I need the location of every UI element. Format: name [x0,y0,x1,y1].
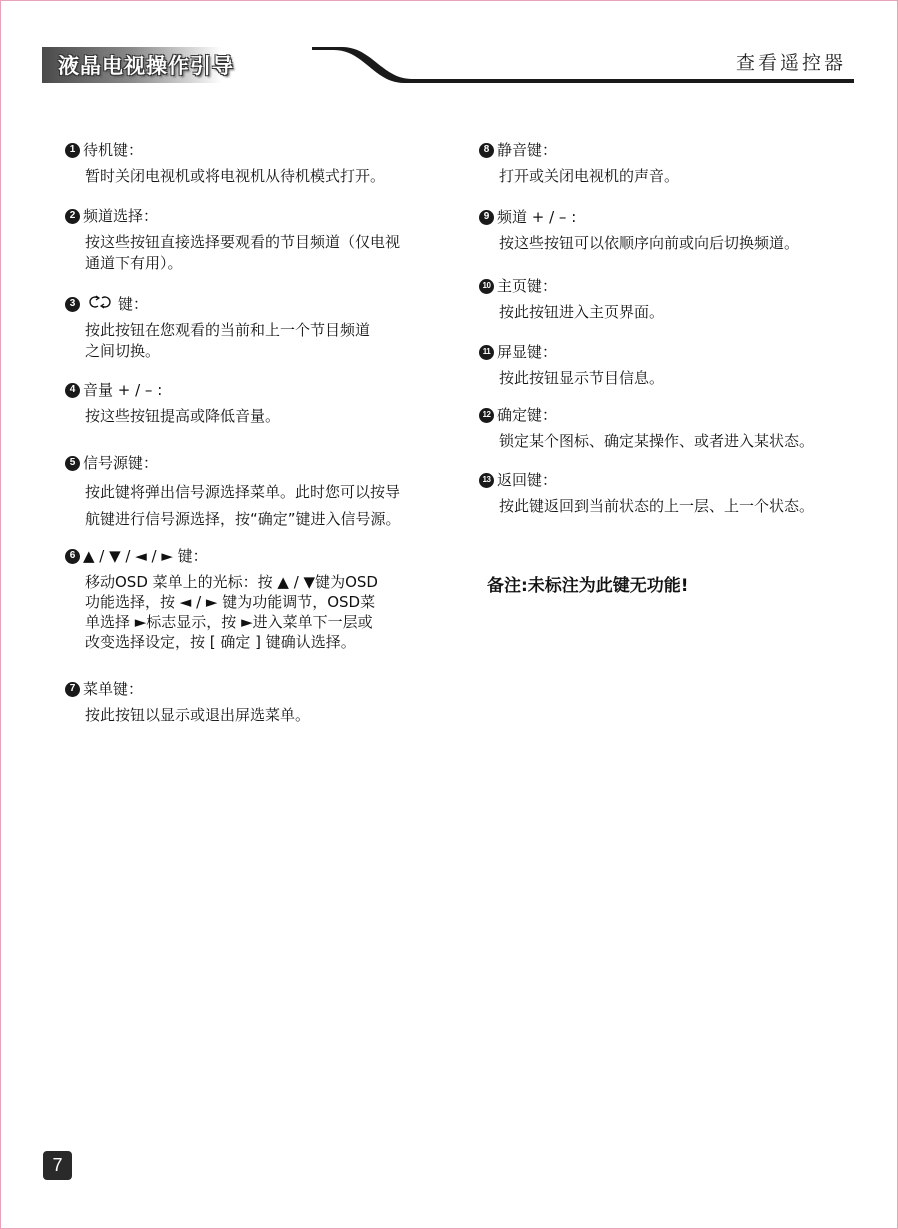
item-desc: 按这些按钮提高或降低音量。 [85,407,281,425]
item-title: 音量 + / – : [83,381,163,399]
number-badge: 13 [479,473,494,488]
item-desc: 按此按钮在您观看的当前和上一个节目频道 之间切换。 [85,321,371,360]
number-badge: 8 [479,143,494,158]
list-item-source [65,453,401,533]
number-badge: 12 [479,408,494,423]
list-item-ok [479,405,814,452]
item-title: 频道 + / – : [497,208,577,226]
number-badge: 10 [479,279,494,294]
item-title: 键： [118,295,149,313]
item-desc: 打开或关闭电视机的声音。 [499,167,680,185]
item-title: 信号源键： [83,454,159,472]
item-desc: 按此键将弹出信号源选择菜单。此时您可以按导 航键进行信号源选择，按“确定”键进入信号源。 [85,483,401,528]
cycle-arrows-icon [87,294,113,314]
section-title: 查看遥控器 [735,52,846,74]
number-badge: 6 [65,549,80,564]
item-title: 屏显键： [497,343,558,361]
item-desc: 按这些按钮可以依顺序向前或向后切换频道。 [499,234,800,252]
item-desc: 移动OSD 菜单上的光标：按 ▲ / ▼键为OSD 功能选择，按 ◄ / ► 键为功能调节，OSD菜 单选择 ►标志显示，按 ►进入菜单下一层或 改变选择设定，按 [ 确定 ] 键确认选择。 [85,573,378,651]
item-title: 确定键： [497,406,558,424]
page-number: 7 [43,1151,72,1180]
number-badge: 5 [65,456,80,471]
number-badge: 9 [479,210,494,225]
item-title: 返回键： [497,471,558,489]
list-item-navigation [65,546,378,652]
list-item-channel-select [65,206,400,274]
item-title: 待机键： [83,141,144,159]
item-title: 频道选择： [83,207,159,225]
list-item-recall [65,294,370,362]
item-title: ▲ / ▼ / ◄ / ► 键： [83,547,208,565]
list-item-channel-updown [479,207,799,254]
list-item-display [479,342,664,389]
list-item-menu [65,679,310,726]
number-badge: 7 [65,682,80,697]
item-desc: 按此按钮以显示或退出屏选菜单。 [85,706,311,724]
item-desc: 按此按钮显示节目信息。 [499,369,665,387]
number-badge: 11 [479,345,494,360]
item-desc: 按这些按钮直接选择要观看的节目频道（仅电视 通道下有用）。 [85,233,401,272]
page-title: 液晶电视操作引导 [58,53,234,78]
note-text: 备注:未标注为此键无功能! [487,576,689,596]
number-badge: 4 [65,383,80,398]
item-title: 菜单键： [83,680,144,698]
item-desc: 按此键返回到当前状态的上一层、上一个状态。 [499,497,815,515]
number-badge: 1 [65,143,80,158]
item-title: 主页键： [497,277,558,295]
number-badge: 2 [65,209,80,224]
item-title: 静音键： [497,141,558,159]
item-desc: 锁定某个图标、确定某操作、或者进入某状态。 [499,432,815,450]
number-badge: 3 [65,297,80,312]
list-item-mute [479,140,679,187]
item-desc: 按此按钮进入主页界面。 [499,303,665,321]
item-desc: 暂时关闭电视机或将电视机从待机模式打开。 [85,167,386,185]
list-item-home [479,276,664,323]
list-item-volume [65,380,280,427]
list-item-standby [65,140,385,187]
list-item-return [479,470,814,517]
